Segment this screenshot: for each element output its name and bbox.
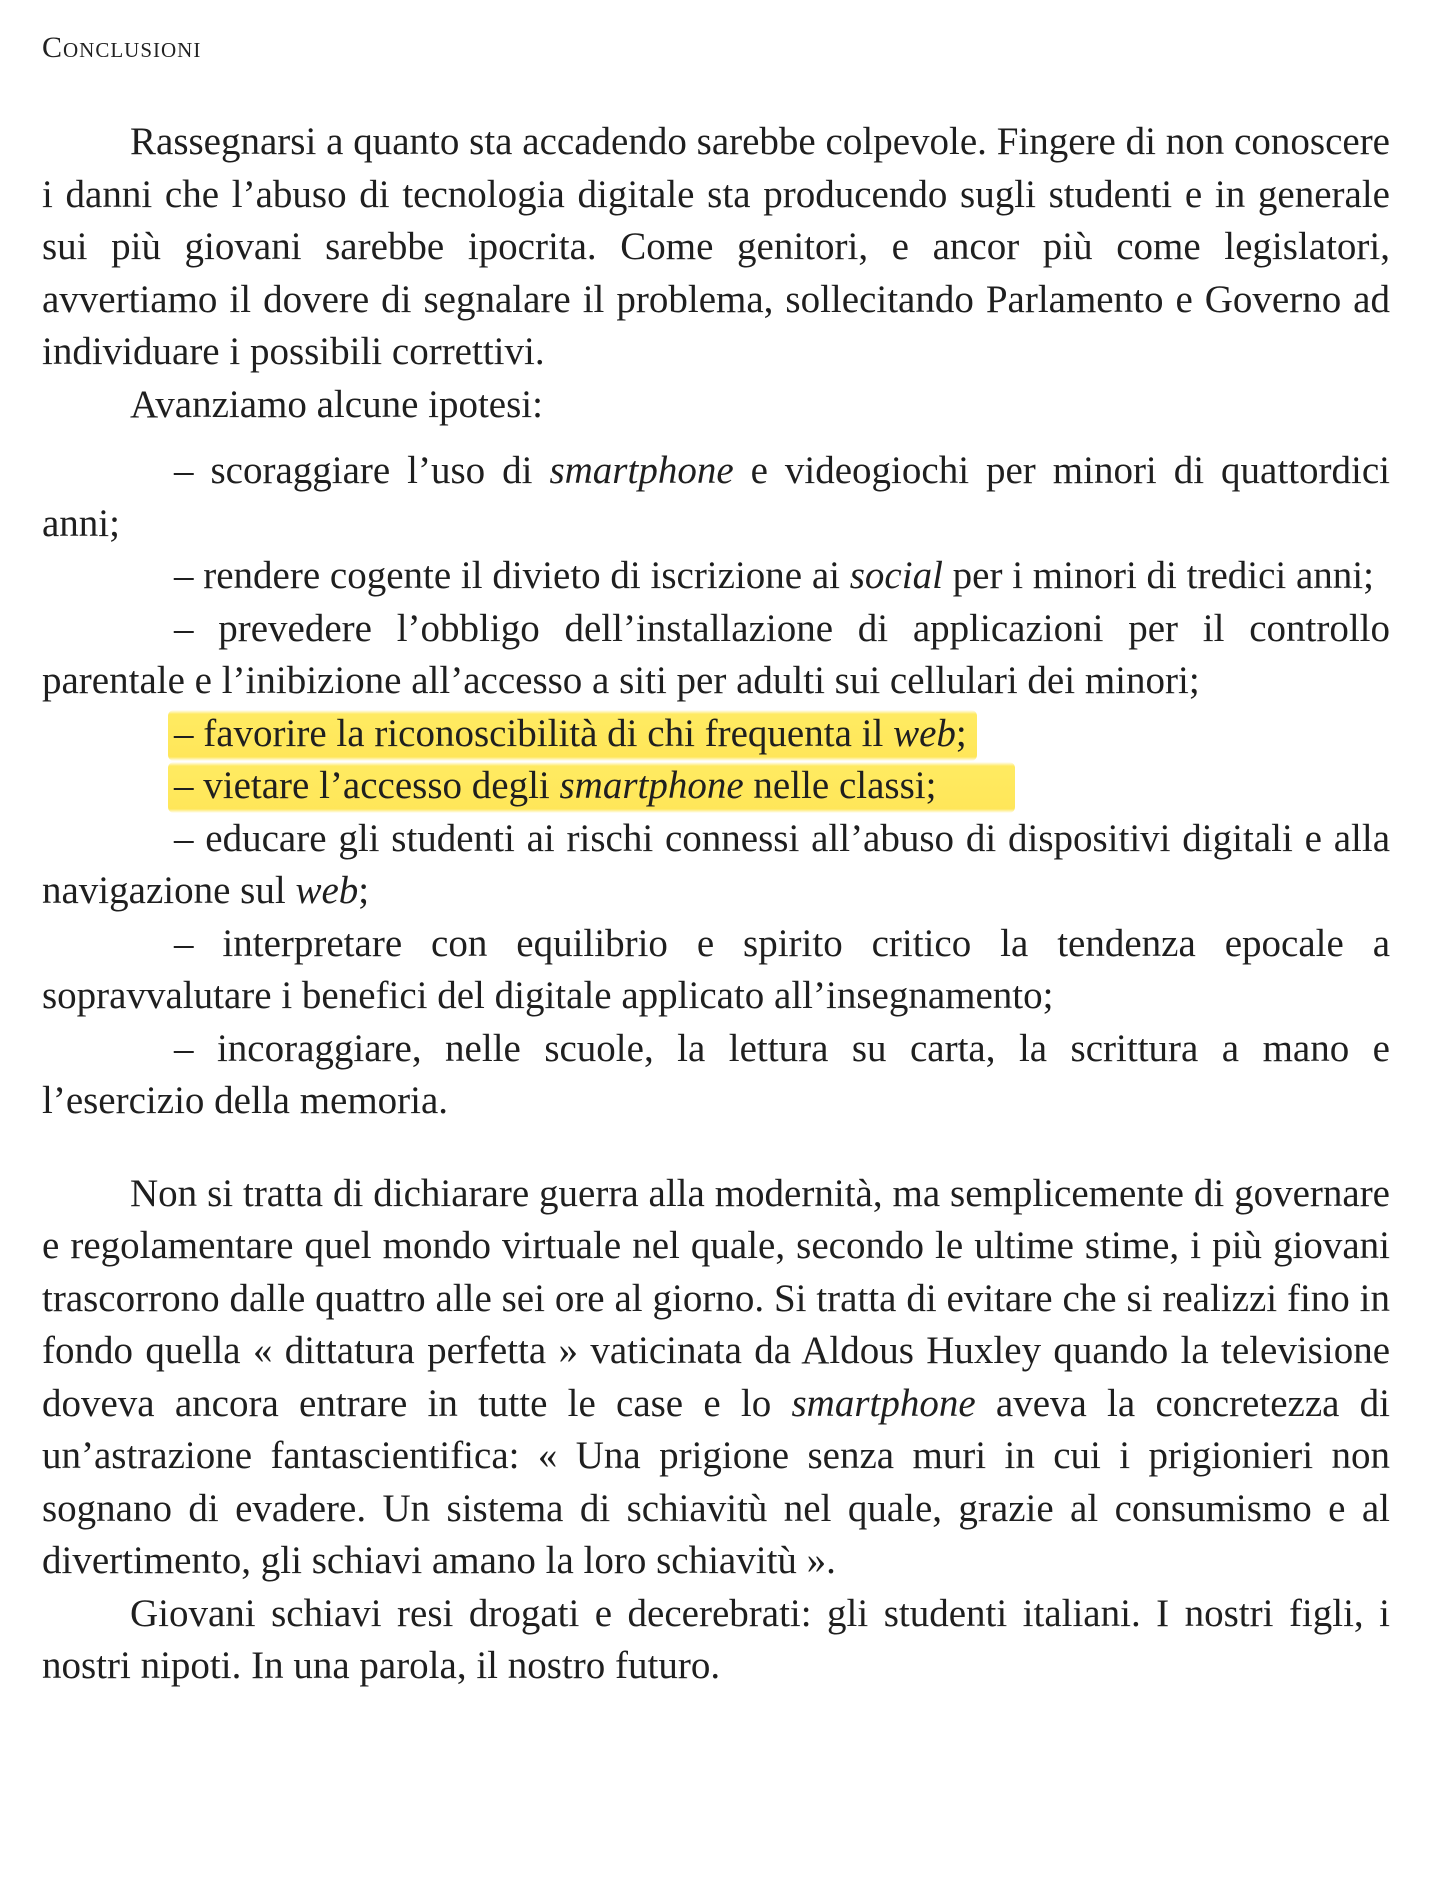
highlight-mark: – favorire la riconoscibilità di chi frequenta il web; — [168, 710, 977, 761]
hypotheses-intro: Avanziamo alcune ipotesi: — [130, 382, 543, 426]
italic-term: smartphone — [791, 1381, 976, 1425]
paragraph-intro: Rassegnarsi a quanto sta accadendo sarebbe colpevole. Fingere di non conoscere i danni che l’abuso di tecnologia digitale sta producendo sugli studenti e in generale sui più giovani sarebbe ipocrita. Come genitori, e ancor più come legislatori, avvertiamo il dovere di segnalare il problema, sollecitando Parlamento e Governo ad individuare i possibili correttivi. — [42, 120, 1390, 373]
list-item: – rendere cogente il divieto di iscrizione ai social per i minori di tredici anni; — [174, 554, 1374, 597]
italic-term: web — [893, 711, 956, 755]
italic-term: smartphone — [549, 449, 734, 492]
list-item: – interpretare con equilibrio e spirito critico la tendenza epocale a sopravvalutare i benefici del digitale applicato all’insegnamento; — [42, 921, 1390, 1017]
list-item-highlighted — [42, 708, 1390, 761]
highlight-mark: – vietare l’accesso degli smartphone nelle classi; — [168, 762, 1015, 813]
italic-term: smartphone — [559, 764, 744, 807]
document-page — [42, 30, 1390, 1693]
italic-term: social — [849, 554, 943, 597]
list-item: – educare gli studenti ai rischi connessi all’abuso di dispositivi digitali e alla navigazione sul web; — [42, 816, 1390, 912]
list-item: – prevedere l’obbligo dell’installazione di applicazioni per il controllo parentale e l’inibizione all’accesso a siti per adulti sui cellulari dei minori; — [42, 606, 1390, 702]
section-heading: Conclusioni — [42, 31, 202, 64]
paragraph-huxley: Non si tratta di dichiarare guerra alla modernità, ma semplicemente di governare e regolamentare quel mondo virtuale nel quale, secondo le ultime stime, i più giovani trascorrono dalle quattro alle sei ore al giorno. Si tratta di evitare che si realizzi fino in fondo quella « dittatura perfetta » vaticinata da Aldous Huxley quando la televisione doveva ancora entrare in tutte le case e lo smartphone aveva la concretezza di un’astrazione fantascientifica: « Una prigione senza muri in cui i prigionieri non sognano di evadere. Un sistema di schiavitù nel quale, grazie al consumismo e al divertimento, gli schiavi amano la loro schiavitù ». — [42, 1171, 1391, 1582]
paragraph-closing: Giovani schiavi resi drogati e decerebrati: gli studenti italiani. I nostri figli, i nostri nipoti. In una parola, il nostro futuro. — [42, 1591, 1390, 1687]
italic-term: web — [295, 869, 359, 912]
list-item: – incoraggiare, nelle scuole, la lettura su carta, la scrittura a mano e l’esercizio della memoria. — [42, 1026, 1390, 1122]
list-item-highlighted — [42, 760, 1390, 813]
list-item: – scoraggiare l’uso di smartphone e videogiochi per minori di quattordici anni; — [42, 449, 1390, 545]
